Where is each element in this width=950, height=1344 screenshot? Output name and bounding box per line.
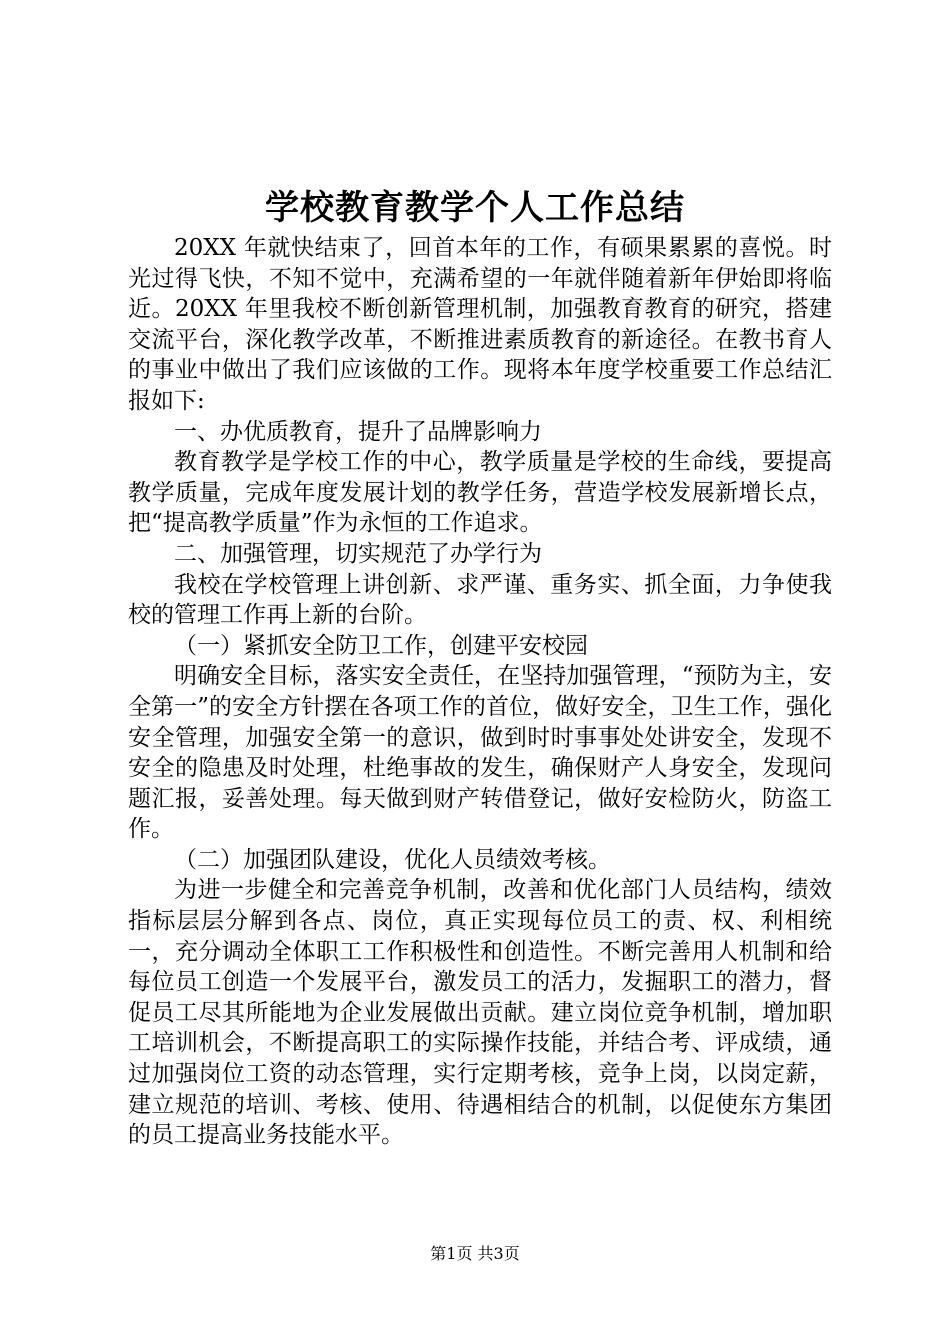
paragraph-3: 明确安全目标，落实安全责任，在坚持加强管理，“预防为主，安全第一”的安全方针摆在各项工作的首位，做好安全，卫生工作，强化安全管理，加强安全第一的意识，做到时时事事处处讲安全，发现不安全的隐患及时处理，杜绝事故的发生，确保财产人身安全，发现问题汇报，妥善处理。每天做到财产转借登记，做好安检防火，防盗工作。 bbox=[128, 663, 832, 843]
paragraph-2: 我校在学校管理上讲创新、求严谨、重务实、抓全面，力争使我校的管理工作再上新的台阶。 bbox=[128, 571, 832, 629]
subsection-heading-2: （二）加强团队建设，优化人员绩效考核。 bbox=[174, 846, 611, 873]
section-heading-1: 一、办优质教育，提升了品牌影响力 bbox=[174, 418, 542, 445]
paragraph-1: 教育教学是学校工作的中心，教学质量是学校的生命线，要提高教学质量，完成年度发展计划的教学任务，营造学校发展新增长点，把“提高教学质量”作为永恒的工作追求。 bbox=[128, 449, 832, 537]
subsection-heading-1: （一）紧抓安全防卫工作，创建平安校园 bbox=[174, 632, 588, 659]
document-body bbox=[128, 233, 832, 1151]
paragraph-intro: 20XX 年就快结束了，回首本年的工作，有硕果累累的喜悦。时光过得飞快，不知不觉中，充满希望的一年就伴随着新年伊始即将临近。20XX 年里我校不断创新管理机制，加强教育教育的研究，搭建交流平台，深化教学改革，不断推进素质教育的新途径。在教书育人的事业中做出了我们应该做的工作。现将本年度学校重要工作总结汇报如下: bbox=[128, 235, 832, 414]
section-heading-2: 二、加强管理，切实规范了办学行为 bbox=[174, 540, 542, 567]
document-title: 学校教育教学个人工作总结 bbox=[265, 188, 685, 228]
page-footer: 第1页 共3页 bbox=[430, 1244, 520, 1263]
paragraph-4: 为进一步健全和完善竞争机制，改善和优化部门人员结构，绩效指标层层分解到各点、岗位，真正实现每位员工的责、权、利相统一，充分调动全体职工工作积极性和创造性。不断完善用人机制和给每位员工创造一个发展平台，激发员工的活力，发掘职工的潜力，督促员工尽其所能地为企业发展做出贡献。建立岗位竞争机制，增加职工培训机会，不断提高职工的实际操作技能，并结合考、评成绩，通过加强岗位工资的动态管理，实行定期考核，竞争上岗，以岗定薪，建立规范的培训、考核、使用、待遇相结合的机制，以促使东方集团的员工提高业务技能水平。 bbox=[128, 877, 832, 1149]
